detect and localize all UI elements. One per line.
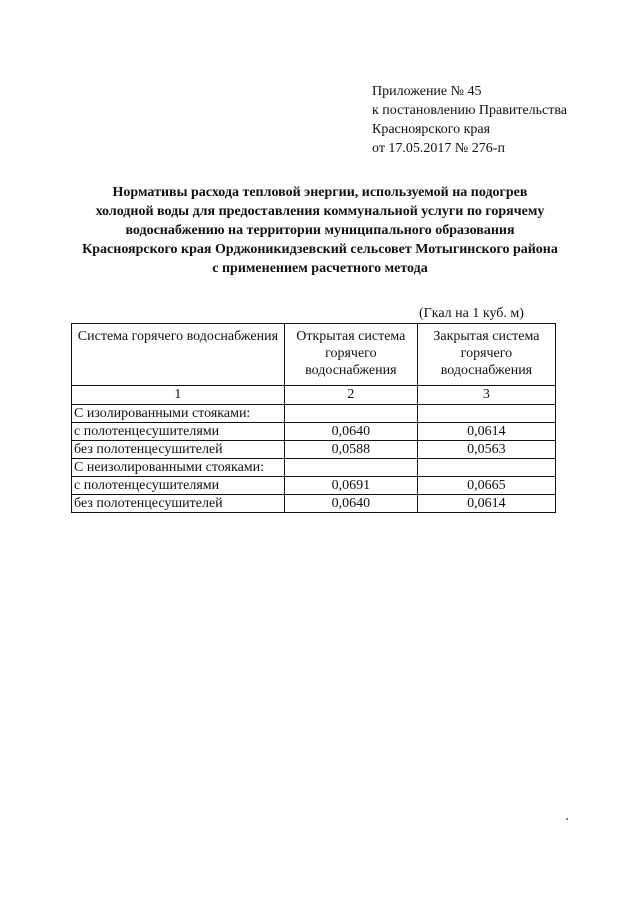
table-row	[72, 459, 556, 477]
row-label: с полотенцесушителями	[72, 423, 285, 441]
open-value: 0,0640	[284, 495, 417, 513]
header-open-system: Открытая система горячего водоснабжения	[284, 324, 417, 386]
column-number-row	[72, 386, 556, 405]
appendix-decree: к постановлению Правительства	[372, 103, 568, 118]
open-value: 0,0588	[284, 441, 417, 459]
table-row	[72, 423, 556, 441]
row-label: без полотенцесушителей	[72, 441, 285, 459]
column-number: 2	[284, 386, 417, 405]
title-line-4: Красноярского края Орджоникидзевский сельсовет Мотыгинского района	[82, 242, 558, 257]
title-line-3: водоснабжению на территории муниципального образования	[125, 223, 515, 238]
table-header-row	[72, 324, 556, 386]
closed-value	[417, 405, 555, 423]
row-label: без полотенцесушителей	[72, 495, 285, 513]
header-closed-system: Закрытая система горячего водоснабжения	[417, 324, 555, 386]
closed-value	[417, 459, 555, 477]
appendix-date: от 17.05.2017 № 276-п	[372, 141, 505, 156]
appendix-number: Приложение № 45	[372, 84, 482, 99]
table-row	[72, 441, 556, 459]
title-line-2: холодной воды для предоставления коммунальной услуги по горячему	[95, 204, 545, 219]
title-line-5: с применением расчетного метода	[212, 261, 428, 276]
row-label: с полотенцесушителями	[72, 477, 285, 495]
open-value: 0,0640	[284, 423, 417, 441]
table-row	[72, 477, 556, 495]
column-number: 1	[72, 386, 285, 405]
row-label: С изолированными стояками:	[72, 405, 285, 423]
unit-label: (Гкал на 1 куб. м)	[419, 306, 524, 321]
closed-value: 0,0665	[417, 477, 555, 495]
appendix-reference	[372, 82, 567, 158]
open-value: 0,0691	[284, 477, 417, 495]
table-row	[72, 405, 556, 423]
open-value	[284, 405, 417, 423]
column-number: 3	[417, 386, 555, 405]
closed-value: 0,0563	[417, 441, 555, 459]
closed-value: 0,0614	[417, 423, 555, 441]
appendix-region: Красноярского края	[372, 122, 491, 137]
document-title	[60, 183, 580, 278]
open-value	[284, 459, 417, 477]
scan-speck	[566, 818, 568, 820]
row-label: С неизолированными стояками:	[72, 459, 285, 477]
table-row	[72, 495, 556, 513]
header-system: Система горячего водоснабжения	[72, 324, 285, 386]
norms-table	[71, 323, 556, 513]
title-line-1: Нормативы расхода тепловой энергии, используемой на подогрев	[112, 185, 528, 200]
closed-value: 0,0614	[417, 495, 555, 513]
